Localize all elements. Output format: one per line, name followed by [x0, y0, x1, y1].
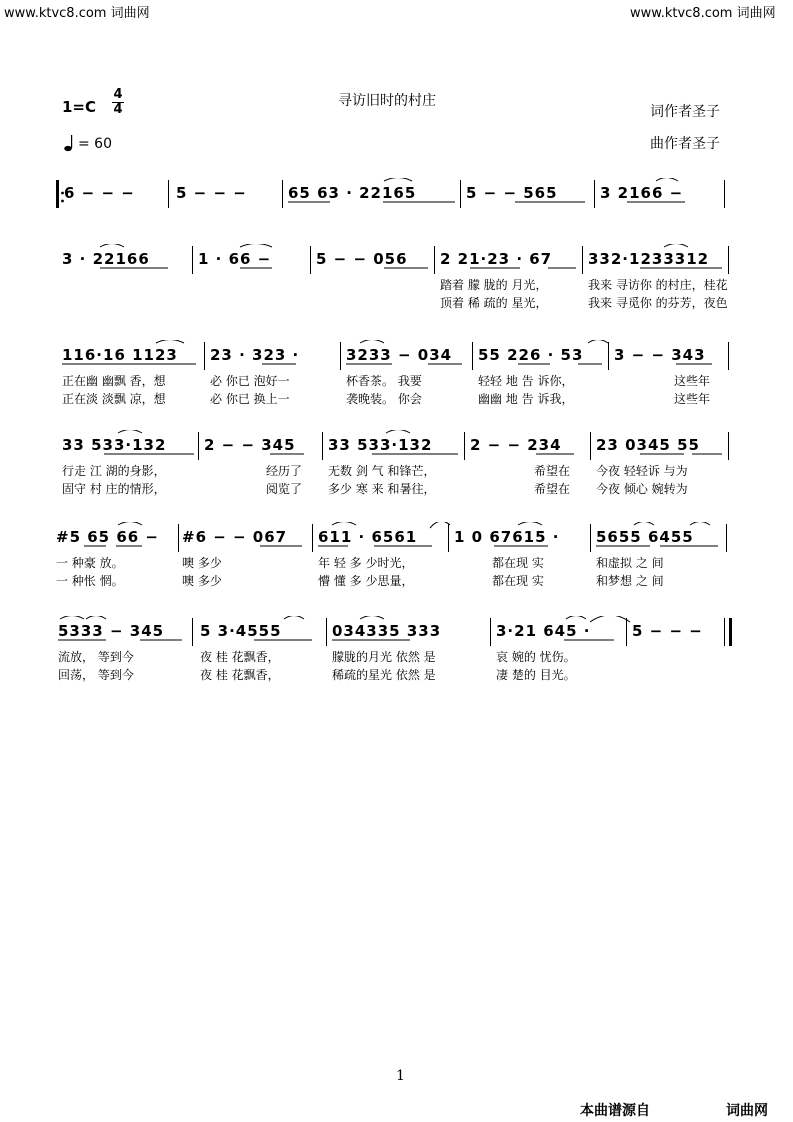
measure: #5 65 66 − — [56, 528, 159, 546]
measure: #6 − − 067 — [182, 528, 288, 546]
time-signature-top: 4 — [113, 87, 123, 102]
staff-system-6 — [0, 616, 793, 696]
final-barline-thin — [724, 618, 725, 646]
lyric-segment: 无数 剑 气 和锋芒， — [328, 464, 436, 478]
header-site-right: www.ktvc8.com 词曲网 — [630, 6, 776, 21]
barline — [192, 618, 193, 646]
measure: 116·16 1123 — [62, 346, 178, 364]
lyric-segment: 流放， 等到今 — [58, 650, 134, 664]
repeat-start-barline — [56, 180, 59, 208]
measure: 1 0 67615 · — [454, 528, 560, 546]
measure: 5333 − 345 — [58, 622, 165, 640]
measure: 65 63 · 22165 — [288, 184, 417, 202]
barline — [460, 180, 461, 208]
measure: 3·21 645 · — [496, 622, 591, 640]
barline — [608, 342, 609, 370]
barline — [340, 342, 341, 370]
lyric-segment: 多少 寒 来 和暑往， — [328, 482, 436, 496]
composer-credit: 曲作者圣子 — [650, 136, 720, 152]
note-row — [0, 522, 793, 552]
lyric-line-1 — [0, 554, 793, 572]
measure: 034335 333 — [332, 622, 442, 640]
barline — [590, 524, 591, 552]
lyric-segment: 稀疏的星光 依然 是 — [332, 668, 436, 682]
note-row — [0, 430, 793, 460]
barline — [448, 524, 449, 552]
lyric-line-1 — [0, 648, 793, 666]
measure: 2 21·23 · 67 — [440, 250, 553, 268]
lyricist-credit: 词作者圣子 — [650, 104, 720, 120]
lyric-segment: 阅览了 — [266, 482, 303, 496]
lyric-line-2 — [0, 294, 793, 312]
tempo-marking: = 60 — [78, 136, 112, 152]
measure: 611 · 6561 — [318, 528, 418, 546]
lyric-segment: 都在现 实 — [492, 574, 544, 588]
barline — [724, 180, 725, 208]
barline — [728, 342, 729, 370]
barline — [582, 246, 583, 274]
lyric-segment: 一 种怅 惘。 — [56, 574, 124, 588]
lyric-segment: 经历了 — [266, 464, 303, 478]
lyric-segment: 顶着 稀 疏的 星光， — [440, 296, 548, 310]
staff-system-3 — [0, 340, 793, 420]
lyric-line-2 — [0, 480, 793, 498]
barline — [626, 618, 627, 646]
barline — [168, 180, 169, 208]
lyric-segment: 这些年 — [674, 374, 711, 388]
lyric-segment: 幽幽 地 告 诉我， — [478, 392, 574, 406]
barline — [594, 180, 595, 208]
time-signature — [112, 88, 124, 117]
barline — [192, 246, 193, 274]
note-row — [0, 244, 793, 274]
lyric-segment: 我来 寻访你 的村庄，桂花 — [588, 278, 728, 292]
footer-source-label: 本曲谱源自 — [580, 1103, 650, 1119]
lyric-segment: 行走 江 湖的身影， — [62, 464, 166, 478]
barline — [472, 342, 473, 370]
footer-site-name[interactable]: 词曲网 — [726, 1103, 768, 1119]
barline — [282, 180, 283, 208]
lyric-segment: 噢 多少 — [182, 556, 222, 570]
lyric-segment: 懵 懂 多 少思量， — [318, 574, 414, 588]
lyric-segment: 今夜 倾心 婉转为 — [596, 482, 688, 496]
lyric-line-1 — [0, 462, 793, 480]
measure: 3233 − 034 — [346, 346, 453, 364]
measure: 5 3·4555 — [200, 622, 282, 640]
measure: 1 · 66 − — [198, 250, 272, 268]
barline — [322, 432, 323, 460]
song-title: 寻访旧时的村庄 — [338, 93, 436, 109]
quarter-note-icon — [64, 134, 74, 152]
lyric-segment: 和虚拟 之 间 — [596, 556, 664, 570]
measure: 33 533·132 — [328, 436, 433, 454]
measure: 2 − − 345 — [204, 436, 296, 454]
staff-system-5 — [0, 522, 793, 602]
lyric-segment: 袭晚装。 你会 — [346, 392, 422, 406]
measure: 3 2166 − — [600, 184, 684, 202]
key-signature: 1=C — [62, 98, 97, 116]
lyric-segment: 正在幽 幽飘 香，想 — [62, 374, 166, 388]
lyric-segment: 这些年 — [674, 392, 711, 406]
measure: 332·1233312 — [588, 250, 710, 268]
barline — [312, 524, 313, 552]
lyric-segment: 今夜 轻轻诉 与为 — [596, 464, 688, 478]
staff-system-2 — [0, 244, 793, 324]
barline — [310, 246, 311, 274]
lyric-segment: 固守 村 庄的情形， — [62, 482, 166, 496]
measure: 2 − − 234 — [470, 436, 562, 454]
barline — [464, 432, 465, 460]
measure: 6 − − − — [64, 184, 135, 202]
measure: 5 − − 565 — [466, 184, 558, 202]
page-number: 1 — [396, 1068, 405, 1084]
lyric-segment: 夜 桂 花飘香， — [200, 650, 280, 664]
lyric-segment: 踏着 朦 胧的 月光， — [440, 278, 548, 292]
measure: 5 − − − — [176, 184, 247, 202]
header-site-left: www.ktvc8.com 词曲网 — [4, 6, 150, 21]
measure: 5 − − 056 — [316, 250, 408, 268]
lyric-line-1 — [0, 276, 793, 294]
lyric-segment: 都在现 实 — [492, 556, 544, 570]
measure: 23 0345 55 — [596, 436, 700, 454]
lyric-line-1 — [0, 372, 793, 390]
barline — [590, 432, 591, 460]
staff-system-4 — [0, 430, 793, 510]
lyric-segment: 我来 寻觅你 的芬芳，夜色 — [588, 296, 728, 310]
lyric-segment: 噢 多少 — [182, 574, 222, 588]
lyric-segment: 夜 桂 花飘香， — [200, 668, 280, 682]
measure: 55 226 · 53 — [478, 346, 584, 364]
time-signature-bottom: 4 — [113, 102, 123, 117]
measure: 33 533·132 — [62, 436, 167, 454]
lyric-segment: 轻轻 地 告 诉你， — [478, 374, 574, 388]
lyric-segment: 一 种豪 放。 — [56, 556, 124, 570]
lyric-segment: 正在淡 淡飘 凉，想 — [62, 392, 166, 406]
lyric-segment: 年 轻 多 少时光， — [318, 556, 414, 570]
note-row — [0, 178, 793, 208]
lyric-segment: 杯香茶。 我要 — [346, 374, 422, 388]
barline — [490, 618, 491, 646]
lyric-segment: 希望在 — [534, 464, 571, 478]
barline — [198, 432, 199, 460]
measure: 3 − − 343 — [614, 346, 706, 364]
measure: 5 − − − — [632, 622, 703, 640]
lyric-segment: 回荡， 等到今 — [58, 668, 134, 682]
lyric-segment: 凄 楚的 目光。 — [496, 668, 576, 682]
measure: 5655 6455 — [596, 528, 694, 546]
note-row — [0, 340, 793, 370]
barline — [204, 342, 205, 370]
barline — [728, 246, 729, 274]
barline — [728, 432, 729, 460]
measure: 3 · 22166 — [62, 250, 150, 268]
barline — [434, 246, 435, 274]
measure: 23 · 323 · — [210, 346, 300, 364]
lyric-segment: 朦胧的月光 依然 是 — [332, 650, 436, 664]
lyric-line-2 — [0, 390, 793, 408]
lyric-segment: 必 你已 泡好一 — [210, 374, 290, 388]
lyric-line-2 — [0, 572, 793, 590]
barline — [178, 524, 179, 552]
lyric-segment: 和梦想 之 间 — [596, 574, 664, 588]
barline — [726, 524, 727, 552]
lyric-segment: 希望在 — [534, 482, 571, 496]
barline — [326, 618, 327, 646]
lyric-line-2 — [0, 666, 793, 684]
final-barline-thick — [729, 618, 732, 646]
note-row — [0, 616, 793, 646]
lyric-segment: 哀 婉的 忧伤。 — [496, 650, 576, 664]
lyric-segment: 必 你已 换上一 — [210, 392, 290, 406]
